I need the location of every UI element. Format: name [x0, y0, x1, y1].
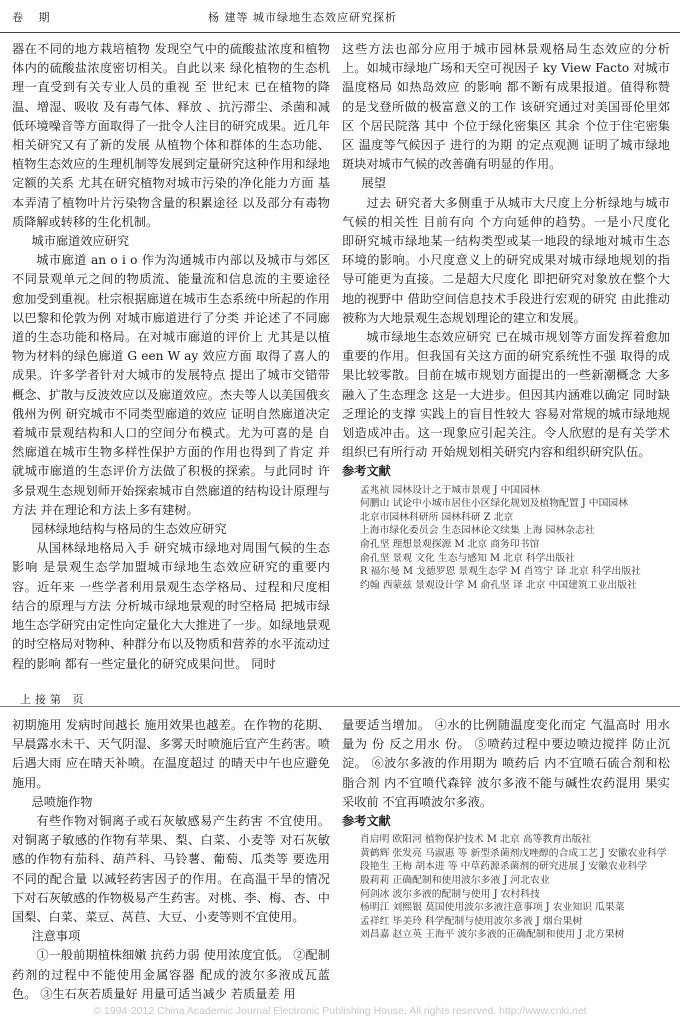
paragraph: 器在不同的地方栽培植物 发现空气中的硫酸盐浓度和植物体内的硫酸盐浓度密切相关。自此以来 绿化植物的生态机理一直受到有关专业人员的重视 至 世纪末 已在植物的降温、增湿、吸收 及有毒气体、释放 、抗污滞尘、杀菌和减低环境噪音等方面取得了一批令人注目的研究成果。近几年 相关研究又有了新的发展 从植物个体和群体的生态功能、植物生态效应的生理机制等发展到定量研究这种作用和绿地定额的关系 尤其在研究植物对城市污染的净化能力方面 基本弄清了植物叶片污染物含量的积累途径 以及部分有毒物质降解或转移的生化机制。: [12, 42, 330, 229]
continued-from-label: 上接第 页: [20, 693, 88, 706]
reference-item: 北京市园林科研所 园林科研 Z 北京: [360, 511, 514, 523]
reference-item: 上海市绿化委员会 生态园林论文续集 上海 园林杂志社: [360, 525, 595, 537]
column-1: [12, 40, 330, 674]
issue-label: 卷 期: [12, 11, 56, 24]
paragraph: 过去 研究者大多侧重于从城市大尺度上分析绿地与城市气候的相关性 目前有向 个方向延伸的趋势。一是小尺度化 即研究城市绿地某一结构类型或某一地段的绿地对城市生态环境的影响。小尺度意义上的研究成果对城市绿地规划的指导可能更为直接。二是超大尺度化 即把研究对象放在整个大地的视野中 借助空间信息技术手段进行宏观的研究 由此推动被称为大地景观生态规划理论的建立和发展。: [342, 195, 670, 325]
reference-item: 肖启明 欧阳河 植物保护技术 M 北京 高等教育出版社: [360, 834, 592, 846]
reference-item: 殷莉莉 正确配制和使用波尔多液 J 河北农业: [360, 875, 550, 886]
column-2: [342, 40, 670, 592]
column-4: [342, 716, 670, 942]
paragraph: 初期施用 发病时间越长 施用效果也越差。在作物的花期、早晨露水未干、天气阴湿、多雾天时喷施后宜产生药害。喷后遇大雨 应在晴天补喷。在温度超过 的晴天中午也应避免施用。: [12, 718, 330, 790]
running-title: 杨 建等 城市绿地生态效应研究探析: [208, 11, 397, 24]
reference-item: 俞孔坚 景观 文化 生态与感知 M 北京 科学出版社: [360, 552, 575, 564]
section-heading: 展望: [361, 176, 386, 191]
paragraph: 城市绿地生态效应研究 已在城市规划等方面发挥着愈加重要的作用。但我国有关这方面的研究系统性不强 取得的成果比较零散。目前在城市规划方面提出的一些新潮概念 大多融入了生态理念 这是一大进步。但因其内涵难以确定 同时缺乏理论的支撑 实践上的盲目性较大 容易对常规的城市绿地规划造成冲击。这一现象应引起关注。令人欣慰的是有关学术组织已有所行动 开始规划相关研究内容和组织研究队伍。: [342, 330, 670, 460]
reference-item: 孟祥红 毕美玲 科学配制与使用波尔多液 J 烟台果树: [360, 915, 583, 927]
reference-item: 杨明江 刘熙银 莫国使用波尔多液注意事项 J 农业知识 瓜果菜: [360, 902, 625, 914]
section-heading: 注意事项: [31, 929, 81, 944]
section-heading: 忌喷施作物: [31, 794, 93, 809]
page-header: [0, 0, 680, 33]
section-heading: 园林绿地结构与格局的生态效应研究: [31, 522, 227, 537]
reference-item: 俞孔坚 理想景观探源 M 北京 商务印书馆: [360, 539, 540, 551]
references-heading: 参考文献: [342, 464, 391, 479]
paragraph: 有些作物对铜离子或石灰敏感易产生药害 不宜使用。对铜离子敏感的作物有苹果、梨、白菜、小麦等 对石灰敏感的作物有茄科、葫芦科、马铃薯、葡萄、瓜类等 要选用不同的配合量 以减轻药害因子的作用。在高温干旱的情况下对石灰敏感的作物极易产生药害。对桃、李、梅、杏、中国梨、白菜、菜豆、莴苣、大豆、小麦等则不宜使用。: [12, 814, 330, 925]
references-heading: 参考文献: [342, 814, 391, 829]
reference-item: 何鹏山 试论中小城市居住小区绿化规划及植物配置 J 中国园林: [360, 498, 628, 510]
paragraph: 从国林绿地格局入手 研究城市绿地对周围气候的生态影响 是景观生态学加盟城市绿地生态效应研究的重要内容。近年来 一些学者利用景观生态学格局、过程和尺度相结合的原理与方法 分析城市绿地景观的时空格局 把城市绿地生态学研究由定性向定量化大大推进了一步。如绿地景观的时空格局对物种、种群分布以及物质和营养的水平流动过程的影响 都有一些定量化的研究成果问世。 同时: [12, 541, 330, 671]
paragraph: 量要适当增加。 ④水的比例随温度变化而定 气温高时 用水量为 份 反之用水 份。 ⑤喷药过程中要边喷边搅拌 防止沉淀。 ⑥波尔多液的作用期为 喷药后 内不宜喷石硫合剂和松脂合剂 内不宜喷代森锌 波尔多液不能与碱性农药混用 果实采收前 不宜再喷波尔多液。: [342, 718, 670, 809]
reference-item: R 福尔曼 M 戈德罗恩 景观生态学 M 肖笃宁 译 北京 科学出版社: [360, 566, 641, 578]
reference-list: [342, 833, 670, 942]
paragraph: 城市廊道 an o i o 作为沟通城市内部以及城市与郊区不同景观单元之间的物质流、能量流和信息流的主要途径 愈加受到重视。杜宗根据廊道在城市生态系统中所起的作用 以巴黎和伦敦为例 对城市廊道进行了分类 并论述了不同廊道的生态功能和格局。在对城市廊道的评价上 尤其是以植物为材料的绿色廊道 G een W ay 效应方面 取得了喜人的成果。许多学者针对大城市的发展特点 提出了城市交错带概念、扩散与反波效应以及廊道效应。杰夫等人以美国俄亥俄州为例 研究城市不同类型廊道的效应 证明自然廊道决定着城市景观结构和人口的空间分布模式。尤为可喜的是 自然廊道在城市生物多样性保护方面的作用也得到了肯定 并就城市廊道的生态评价方法做了积极的探索。与此同时 许多景观生态规划师开始探索城市自然廊道的结构设计原理与方法 并在理论和方法上多有建树。: [12, 253, 330, 517]
reference-item: 刘昌嘉 赵立英 王海平 波尔多液的正确配制和使用 J 北方果树: [360, 929, 625, 941]
reference-item: 孟兆祯 园林设计之于城市景观 J 中国园林: [360, 484, 540, 496]
section-divider: [0, 706, 680, 707]
reference-list: [342, 484, 670, 593]
reference-item: 约翰 西蒙兹 景观设计学 M 俞孔坚 译 北京 中国建筑工业出版社: [360, 579, 637, 591]
section-heading: 城市廊道效应研究: [31, 234, 130, 249]
column-3: [12, 716, 330, 1004]
reference-item: 何剑冰 波尔多液的配制与使用 J 农村科技: [360, 888, 540, 900]
reference-item: 黄鹤辉 张发亮 马淑惠 等 新型杀菌剂戊唑醇的合成工艺 J 安徽农业科学: [360, 847, 667, 859]
paragraph: ①一般前期植株细嫩 抗药力弱 使用浓度宜低。 ②配制药剂的过程中不能使用金属容器 配成的波尔多液成瓦蓝色。 ③生石灰若质量好 用量可适当减少 若质量差 用: [12, 948, 330, 1001]
copyright-footer: © 1994-2012 China Academic Journal Electronic Publishing House. All rights reserved. http://www.cnki.net: [93, 1005, 587, 1017]
paragraph: 这些方法也部分应用于城市园林景观格局生态效应的分析上。如城市绿地广场和天空可视因子 ky View Facto 对城市温度格局 如热岛效应 的影响 都不断有成果报道。值得称赞的是戈登所做的极富意义的工作 该研究通过对美国哥伦里郊区 个居民院落 其中 个位于绿化密集区 其余 个位于住宅密集区 温度等气候因子 进行的为期 的定点观测 证明了城市绿地斑块对城市气候的改善确有明显的作用。: [342, 42, 670, 172]
reference-item: 段艳生 王梅 胡本进 等 中草药源杀菌剂的研究进展 J 安徽农业科学: [360, 861, 648, 873]
